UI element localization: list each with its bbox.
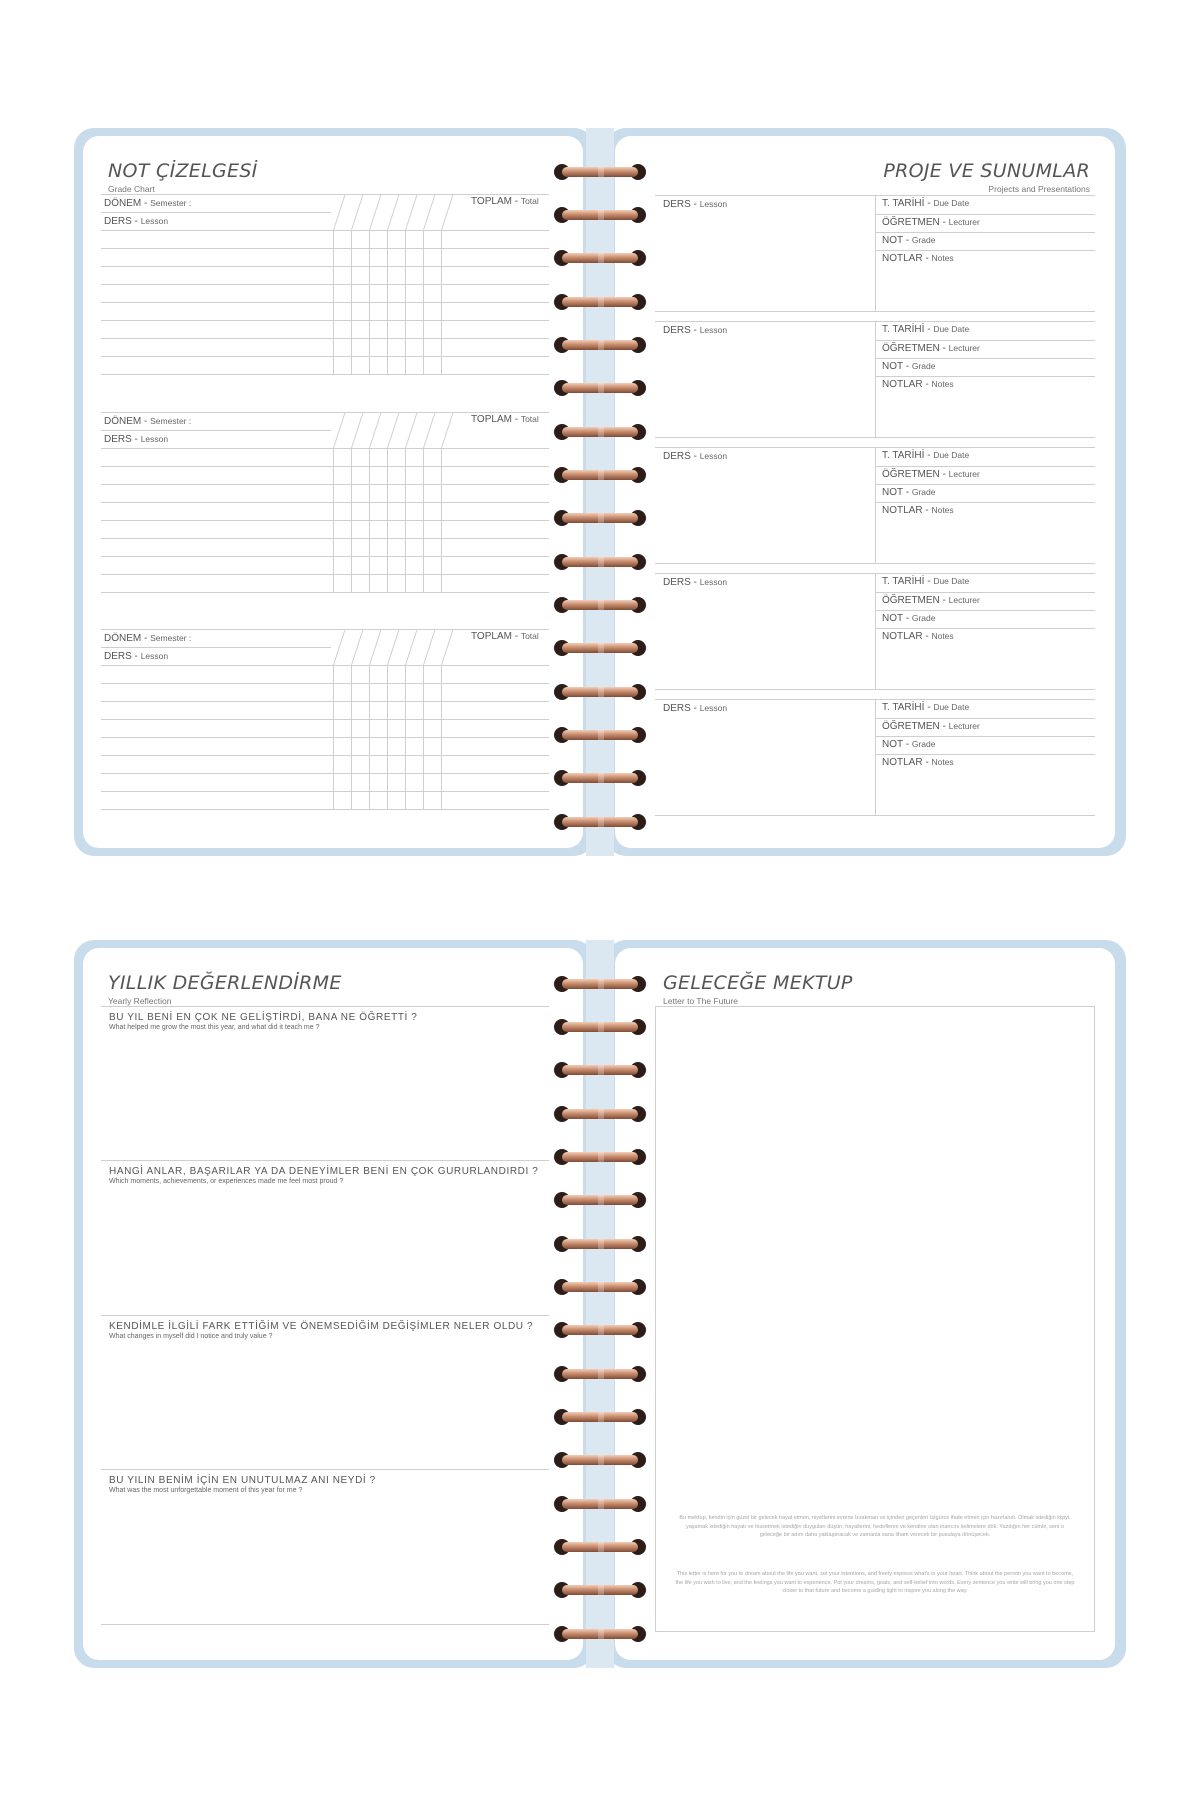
spiral-ring	[554, 1192, 646, 1208]
reflection-question: BU YIL BENİ EN ÇOK NE GELİŞTİRDİ, BANA NE ÖĞRETTİ ?	[109, 1012, 418, 1023]
page-subtitle: Grade Chart	[108, 184, 155, 194]
page-subtitle: Projects and Presentations	[988, 184, 1090, 194]
semester-label: DÖNEM - Semester :	[104, 633, 192, 644]
lecturer-label: ÖĞRETMEN - Lecturer	[882, 343, 980, 354]
grade-label: NOT - Grade	[882, 361, 936, 372]
page-title: YILLIK DEĞERLENDİRME	[108, 972, 342, 994]
grade-label: NOT - Grade	[882, 613, 936, 624]
page-subtitle: Letter to The Future	[663, 996, 738, 1006]
reflection-question-en: Which moments, achievements, or experiences made me feel most proud ?	[109, 1178, 344, 1185]
spiral-ring	[554, 424, 646, 440]
spiral-ring	[554, 1366, 646, 1382]
page-title: NOT ÇİZELGESİ	[108, 160, 258, 182]
spine	[586, 940, 614, 1668]
spread-grades-projects	[74, 128, 1126, 856]
spiral-ring	[554, 1496, 646, 1512]
due-date-label: T. TARİHİ - Due Date	[882, 702, 970, 713]
yearly-reflection-page	[83, 948, 583, 1660]
grade-label: NOT - Grade	[882, 487, 936, 498]
letter-intro-tr: Bu mektup, kendin için güzel bir gelecek hayal etmen, niyetlerini evrene bırakman ve içinden geçenleri özgürce ifade etmen için hazırlandı. Olmak istediğin kişiyi, yaşamak istediğin hayatı ve hissetmek istediğin duyguları düşün; hayallerini, hedeflerini ve kendine olan inancını kelimelere dök. Yazdığın her cümle, seni o geleceğe bir adım daha yaklaştıracak ve zamanla sana ilham verecek bir pusulaya dönüşecek.	[679, 1515, 1071, 1538]
lesson-label: DERS - Lesson	[663, 703, 728, 714]
spiral-ring	[554, 467, 646, 483]
spiral-ring	[554, 1452, 646, 1468]
projects-page	[615, 136, 1115, 848]
spiral-ring	[554, 337, 646, 353]
spiral-ring	[554, 1106, 646, 1122]
spiral-ring	[554, 294, 646, 310]
spiral-ring	[554, 250, 646, 266]
due-date-label: T. TARİHİ - Due Date	[882, 198, 970, 209]
spiral-ring	[554, 770, 646, 786]
page-subtitle: Yearly Reflection	[108, 996, 172, 1006]
lesson-label: DERS - Lesson	[663, 577, 728, 588]
reflection-question-en: What was the most unforgettable moment of this year for me ?	[109, 1487, 303, 1494]
lesson-label: DERS - Lesson	[663, 199, 728, 210]
notes-label: NOTLAR - Notes	[882, 631, 954, 642]
total-label: TOPLAM - Total	[471, 631, 539, 642]
grade-chart-page	[83, 136, 583, 848]
lesson-label: DERS - Lesson	[663, 451, 728, 462]
total-label: TOPLAM - Total	[471, 196, 539, 207]
spiral-ring	[554, 1236, 646, 1252]
spiral-ring	[554, 1626, 646, 1642]
spiral-ring	[554, 684, 646, 700]
spiral-ring	[554, 1322, 646, 1338]
letter-page	[615, 948, 1115, 1660]
due-date-label: T. TARİHİ - Due Date	[882, 576, 970, 587]
page-title: GELECEĞE MEKTUP	[663, 972, 853, 994]
spiral-ring	[554, 1019, 646, 1035]
notes-label: NOTLAR - Notes	[882, 253, 954, 264]
lecturer-label: ÖĞRETMEN - Lecturer	[882, 595, 980, 606]
reflection-question: BU YILIN BENİM İÇİN EN UNUTULMAZ ANI NEYDİ ?	[109, 1475, 376, 1486]
semester-label: DÖNEM - Semester :	[104, 416, 192, 427]
spiral-ring	[554, 640, 646, 656]
spread-reflection-letter	[74, 940, 1126, 1668]
spiral-ring	[554, 1279, 646, 1295]
spiral-ring	[554, 814, 646, 830]
total-label: TOPLAM - Total	[471, 414, 539, 425]
reflection-question: KENDİMLE İLGİLİ FARK ETTİĞİM VE ÖNEMSEDİĞİM DEĞİŞİMLER NELER OLDU ?	[109, 1321, 534, 1332]
spiral-ring	[554, 380, 646, 396]
spiral-ring	[554, 554, 646, 570]
reflection-question-en: What changes in myself did I notice and truly value ?	[109, 1333, 273, 1340]
notes-label: NOTLAR - Notes	[882, 757, 954, 768]
spiral-ring	[554, 976, 646, 992]
reflection-question-en: What helped me grow the most this year, and what did it teach me ?	[109, 1024, 320, 1031]
lesson-label: DERS - Lesson	[104, 651, 169, 662]
grade-label: NOT - Grade	[882, 739, 936, 750]
due-date-label: T. TARİHİ - Due Date	[882, 324, 970, 335]
reflection-question: HANGİ ANLAR, BAŞARILAR YA DA DENEYİMLER BENİ EN ÇOK GURURLANDIRDI ?	[109, 1166, 539, 1177]
spiral-ring	[554, 597, 646, 613]
lecturer-label: ÖĞRETMEN - Lecturer	[882, 721, 980, 732]
letter-intro-en: This letter is here for you to dream about the life you want, set your intentions, and freely express what's in your heart. Think about the person you want to become, the life you wish to live, and the feelings you want to experience. Put your dreams, goals, and self-belief into words. Every sentence you write will bring you one step closer to that future and become a guiding light to inspire you along the way.	[675, 1571, 1075, 1594]
spiral-ring	[554, 1409, 646, 1425]
lesson-label: DERS - Lesson	[104, 216, 169, 227]
lesson-label: DERS - Lesson	[104, 434, 169, 445]
notes-label: NOTLAR - Notes	[882, 505, 954, 516]
notes-label: NOTLAR - Notes	[882, 379, 954, 390]
spiral-ring	[554, 207, 646, 223]
lecturer-label: ÖĞRETMEN - Lecturer	[882, 469, 980, 480]
spiral-ring	[554, 1539, 646, 1555]
spiral-ring	[554, 727, 646, 743]
lecturer-label: ÖĞRETMEN - Lecturer	[882, 217, 980, 228]
spiral-ring	[554, 1062, 646, 1078]
spiral-ring	[554, 164, 646, 180]
spine	[586, 128, 614, 856]
spiral-ring	[554, 1582, 646, 1598]
spiral-ring	[554, 1149, 646, 1165]
spiral-ring	[554, 510, 646, 526]
page-title: PROJE VE SUNUMLAR	[883, 160, 1090, 182]
semester-label: DÖNEM - Semester :	[104, 198, 192, 209]
lesson-label: DERS - Lesson	[663, 325, 728, 336]
due-date-label: T. TARİHİ - Due Date	[882, 450, 970, 461]
grade-label: NOT - Grade	[882, 235, 936, 246]
